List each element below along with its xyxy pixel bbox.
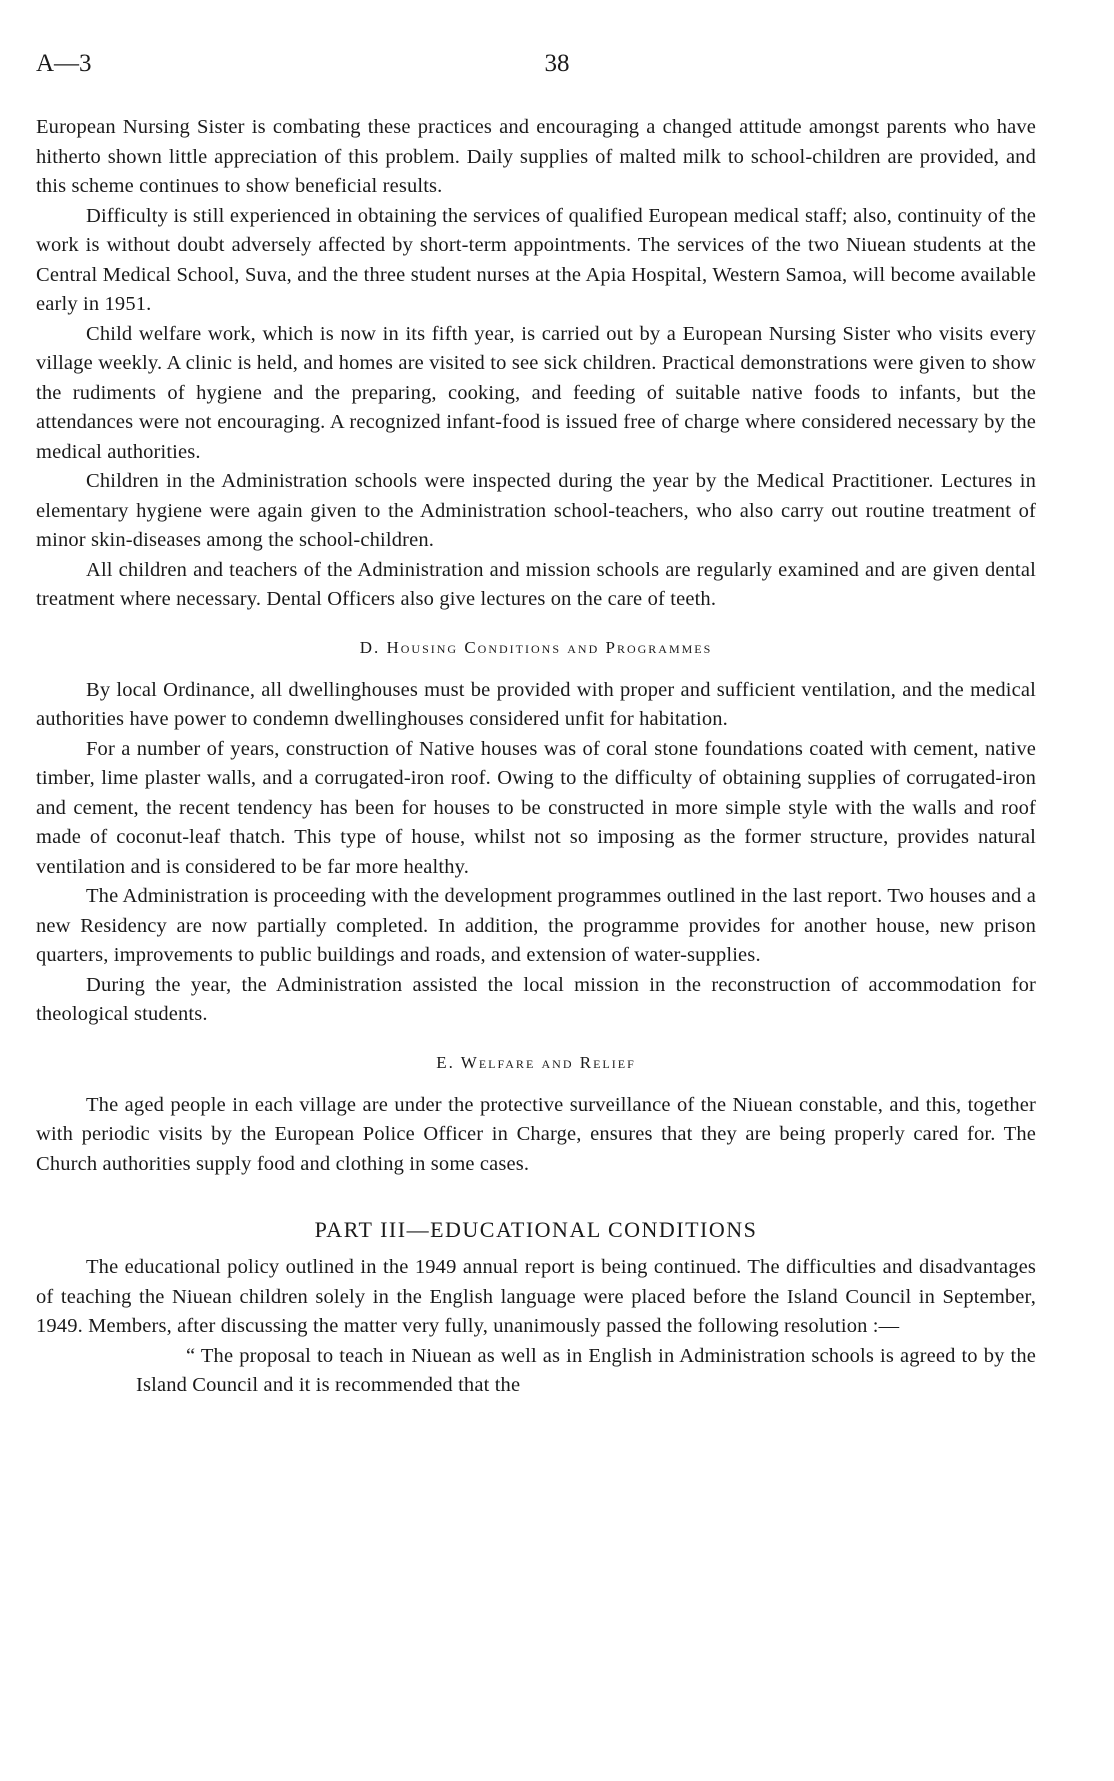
paragraph: By local Ordinance, all dwellinghouses must be provided with proper and sufficient ventilation, and the medical authorities have power to condemn dwellinghouses considered unfit for habitation.: [36, 678, 1036, 730]
page-reference: A—3: [36, 50, 92, 77]
paragraph: The educational policy outlined in the 1949 annual report is being continued. The difficulties and disadvantages of teaching the Niuean children solely in the English language were placed before the Island Council in September, 1949. Members, after discussing the matter very fully, unanimously passed the following resolution :—: [36, 1256, 1036, 1337]
part-heading-education: PART III—EDUCATIONAL CONDITIONS: [314, 1217, 758, 1242]
page-body: [36, 113, 1036, 1401]
resolution-quote: “ The proposal to teach in Niuean as well as in English in Administration schools is agreed to by the Island Council and it is recommended that the: [136, 1344, 1036, 1396]
paragraph: For a number of years, construction of Native houses was of coral stone foundations coated with cement, native timber, lime plaster walls, and a corrugated-iron roof. Owing to the difficulty of obtaining supplies of corrugated-iron and cement, the recent tendency has been for houses to be constructed in more simple style with the walls and roof made of coconut-leaf thatch. This type of house, whilst not so imposing as the former structure, provides natural ventilation and is considered to be far more healthy.: [36, 737, 1036, 878]
page-number: 38: [544, 50, 570, 77]
paragraph: Difficulty is still experienced in obtaining the services of qualified European medical staff; also, continuity of the work is without doubt adversely affected by short-term appointments. The services of the two Niuean students at the Central Medical School, Suva, and the three student nurses at the Apia Hospital, Western Samoa, will become available early in 1951.: [36, 204, 1036, 315]
page-header: [36, 50, 1078, 90]
section-heading-welfare: E. Welfare and Relief: [436, 1052, 636, 1072]
paragraph: The aged people in each village are under the protective surveillance of the Niuean constable, and this, together with periodic visits by the European Police Officer in Charge, ensures that they are being properly cared for. The Church authorities supply food and clothing in some cases.: [36, 1093, 1036, 1175]
paragraph: Children in the Administration schools were inspected during the year by the Medical Practitioner. Lectures in elementary hygiene were again given to the Administration school-teachers, who also carry out routine treatment of minor skin-diseases among the school-children.: [36, 470, 1036, 551]
section-heading-housing: D. Housing Conditions and Programmes: [359, 637, 713, 657]
paragraph: Child welfare work, which is now in its fifth year, is carried out by a European Nursing Sister who visits every village weekly. A clinic is held, and homes are visited to see sick children. Practical demonstrations were given to show the rudiments of hygiene and the preparing, cooking, and feeding of suitable native foods to infants, but the attendances were not encouraging. A recognized infant-food is issued free of charge where considered necessary by the medical authorities.: [36, 322, 1036, 463]
paragraph: European Nursing Sister is combating these practices and encouraging a changed attitude amongst parents who have hitherto shown little appreciation of this problem. Daily supplies of malted milk to school-children are provided, and this scheme continues to show beneficial results.: [36, 116, 1036, 197]
paragraph: During the year, the Administration assisted the local mission in the reconstruction of accommodation for theological students.: [36, 973, 1036, 1025]
paragraph: The Administration is proceeding with the development programmes outlined in the last report. Two houses and a new Residency are now partially completed. In addition, the programme provides for another house, new prison quarters, improvements to public buildings and roads, and extension of water-supplies.: [36, 885, 1036, 966]
paragraph: All children and teachers of the Administration and mission schools are regularly examined and are given dental treatment where necessary. Dental Officers also give lectures on the care of teeth.: [36, 558, 1036, 610]
